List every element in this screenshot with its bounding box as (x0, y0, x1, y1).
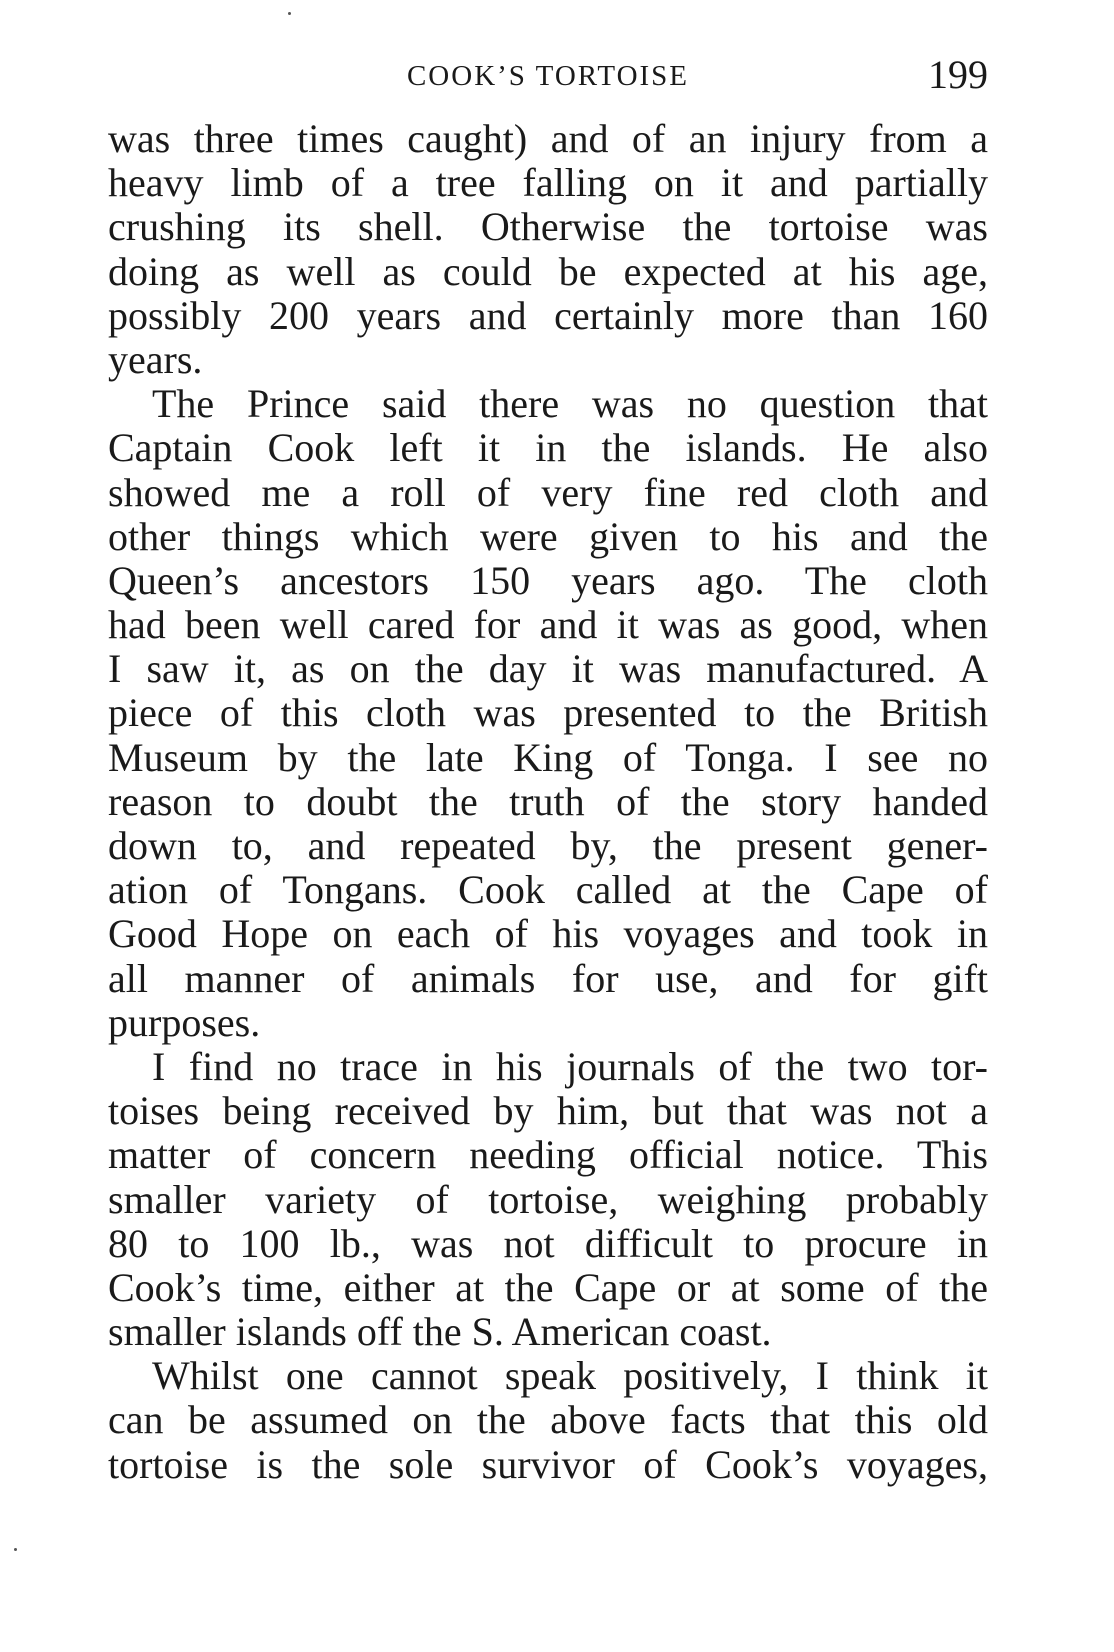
text-line: ation of Tongans. Cook called at the Cape of (108, 867, 988, 913)
text-line: heavy limb of a tree falling on it and partially (108, 160, 988, 206)
text-line: matter of concern needing official notice. This (108, 1132, 988, 1178)
text-line: had been well cared for and it was as good, when (108, 602, 988, 648)
text-line: purposes. (108, 999, 261, 1045)
text-line: Whilst one cannot speak positively, I think it (152, 1353, 988, 1399)
text-line: toises being received by him, but that was not a (108, 1088, 988, 1134)
text-line: The Prince said there was no question that (152, 381, 988, 427)
paper-speck (14, 1548, 17, 1551)
body-text (108, 117, 988, 1487)
page-number: 199 (928, 52, 988, 97)
text-line: years. (108, 336, 203, 382)
text-line: 80 to 100 lb., was not difficult to procure in (108, 1220, 988, 1266)
text-line: piece of this cloth was presented to the British (108, 690, 988, 736)
text-line: possibly 200 years and certainly more than 160 (108, 292, 988, 338)
paper-speck (288, 12, 291, 15)
text-line: Museum by the late King of Tonga. I see no (108, 734, 988, 780)
text-line: can be assumed on the above facts that this old (108, 1397, 988, 1443)
text-line: smaller variety of tortoise, weighing probably (108, 1176, 988, 1222)
text-line: reason to doubt the truth of the story handed (108, 778, 988, 824)
text-line: smaller islands off the S. American coast. (108, 1309, 772, 1355)
text-line: doing as well as could be expected at his age, (108, 248, 988, 294)
text-line: other things which were given to his and the (108, 513, 988, 559)
text-line: was three times caught) and of an injury from a (108, 116, 988, 161)
text-line: Captain Cook left it in the islands. He also (108, 425, 988, 471)
text-line: Queen’s ancestors 150 years ago. The cloth (108, 557, 988, 603)
text-line: all manner of animals for use, and for gift (108, 955, 988, 1001)
text-line: I find no trace in his journals of the two tor- (152, 1043, 988, 1089)
text-line: showed me a roll of very fine red cloth and (108, 469, 988, 515)
text-line: tortoise is the sole survivor of Cook’s voyages, (108, 1441, 988, 1487)
running-head (108, 50, 988, 100)
running-title: COOK’S TORTOISE (406, 60, 690, 92)
text-line: I saw it, as on the day it was manufactured. A (108, 646, 988, 692)
text-line: Cook’s time, either at the Cape or at some of the (108, 1264, 988, 1310)
text-line: Good Hope on each of his voyages and took in (108, 911, 988, 957)
text-line: down to, and repeated by, the present gener- (108, 823, 988, 868)
text-line: crushing its shell. Otherwise the tortoise was (108, 204, 988, 250)
